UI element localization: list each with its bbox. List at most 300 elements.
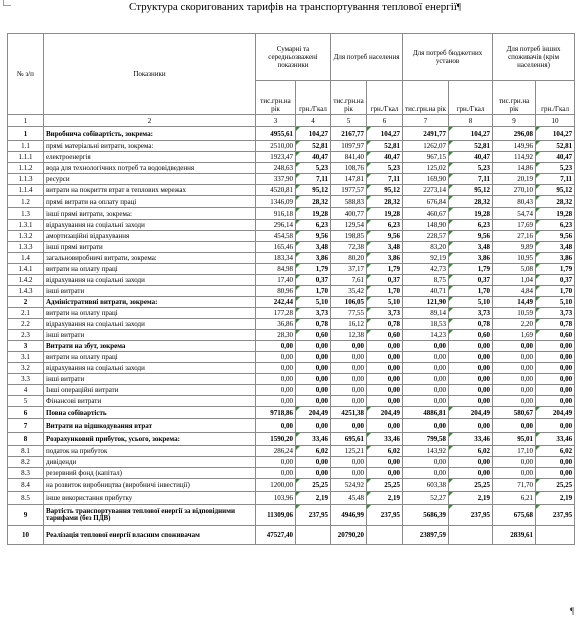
cell-uah-per-gcal [296,526,331,545]
cell-uah-per-gcal: 237,95 [449,505,493,526]
cell-thousand-uah: 35,42 [331,286,367,297]
table-row [8,286,575,297]
row-number: 1.4.3 [8,286,44,297]
cell-thousand-uah: 121,90 [403,297,449,308]
cell-thousand-uah: 1590,20 [256,433,296,446]
cell-uah-per-gcal: 0,00 [449,457,493,468]
row-number: 9 [8,505,44,526]
column-number: 8 [449,115,493,127]
cell-uah-per-gcal: 6,23 [367,220,403,231]
cell-uah-per-gcal: 95,12 [536,185,575,196]
row-number: 3.2 [8,363,44,374]
cell-uah-per-gcal: 0,00 [536,385,575,396]
cell-uah-per-gcal: 0,00 [449,396,493,407]
table-row [8,526,575,545]
column-number: 9 [493,115,536,127]
row-indicator-name: Розрахунковий прибуток, усього, зокрема: [44,433,256,446]
row-number: 1.1.2 [8,163,44,174]
cell-thousand-uah: 0,00 [403,341,449,352]
cell-thousand-uah: 0,00 [493,341,536,352]
row-number: 3 [8,341,44,352]
header-group-population: Для потреб населення [331,34,403,81]
column-number: 6 [367,115,403,127]
row-indicator-name: інші прямі витрати [44,242,256,253]
row-indicator-name: витрати на оплату праці [44,308,256,319]
cell-uah-per-gcal: 0,00 [449,419,493,433]
row-indicator-name: інше використання прибутку [44,492,256,505]
row-number: 1 [8,127,44,141]
cell-thousand-uah: 1262,07 [403,141,449,152]
table-row [8,468,575,479]
cell-thousand-uah: 5,08 [493,264,536,275]
cell-thousand-uah: 695,61 [331,433,367,446]
row-number: 1.2 [8,196,44,208]
cell-thousand-uah: 0,00 [493,374,536,385]
cell-uah-per-gcal: 7,11 [449,174,493,185]
cell-thousand-uah: 4251,38 [331,407,367,419]
pilcrow-mark: ¶ [456,2,461,12]
cell-thousand-uah: 17,10 [493,446,536,457]
cell-thousand-uah: 400,77 [331,208,367,220]
row-number: 1.1.3 [8,174,44,185]
row-number: 2 [8,297,44,308]
cell-thousand-uah: 106,05 [331,297,367,308]
cell-uah-per-gcal: 3,86 [367,253,403,264]
cell-thousand-uah: 4,84 [493,286,536,297]
cell-uah-per-gcal: 0,37 [449,275,493,286]
cell-uah-per-gcal: 0,00 [536,419,575,433]
cell-uah-per-gcal: 104,27 [536,127,575,141]
cell-thousand-uah: 1,04 [493,275,536,286]
cell-uah-per-gcal: 1,79 [367,264,403,275]
header-group-budget: Для потреб бюджетних установ [403,34,493,81]
cell-uah-per-gcal: 40,47 [367,152,403,163]
cell-thousand-uah: 36,86 [256,319,296,330]
row-indicator-name: інші витрати [44,286,256,297]
row-indicator-name: ресурси [44,174,256,185]
row-indicator-name: Витрати на відшкодування втрат [44,419,256,433]
header-number-col: № з/п [8,34,44,115]
cell-uah-per-gcal: 3,73 [296,308,331,319]
cell-uah-per-gcal: 0,60 [367,330,403,341]
row-number: 1.3.1 [8,220,44,231]
row-number: 1.4.2 [8,275,44,286]
row-indicator-name: прямі матеріальні витрати, зокрема: [44,141,256,152]
cell-uah-per-gcal: 0,78 [367,319,403,330]
row-number: 1.1 [8,141,44,152]
cell-uah-per-gcal: 3,48 [536,242,575,253]
cell-uah-per-gcal: 3,73 [367,308,403,319]
cell-thousand-uah: 4946,99 [331,505,367,526]
cell-uah-per-gcal: 0,00 [296,352,331,363]
cell-uah-per-gcal: 5,23 [367,163,403,174]
cell-uah-per-gcal: 0,60 [449,330,493,341]
cell-thousand-uah: 18,53 [403,319,449,330]
header-group-total: Сумарні та середньозважені показники [256,34,331,81]
cell-uah-per-gcal: 9,56 [296,231,331,242]
cell-uah-per-gcal: 6,02 [367,446,403,457]
cell-uah-per-gcal: 33,46 [449,433,493,446]
cell-uah-per-gcal: 204,49 [449,407,493,419]
cell-uah-per-gcal: 6,02 [449,446,493,457]
cell-uah-per-gcal: 52,81 [536,141,575,152]
cell-thousand-uah: 799,58 [403,433,449,446]
row-number: 8.5 [8,492,44,505]
cell-thousand-uah: 1200,00 [256,479,296,492]
cell-thousand-uah: 143,92 [403,446,449,457]
column-number: 3 [256,115,296,127]
column-number: 1 [8,115,44,127]
cell-thousand-uah: 0,00 [493,457,536,468]
cell-thousand-uah: 1977,57 [331,185,367,196]
cell-uah-per-gcal: 7,11 [536,174,575,185]
cell-thousand-uah: 0,00 [403,374,449,385]
table-row [8,396,575,407]
header-group-other: Для потреб інших споживачів (крім населення) [493,34,575,81]
cell-thousand-uah: 17,69 [493,220,536,231]
header-unit: грн./Гкал [367,81,403,115]
header-name-col: Показники [44,34,256,115]
cell-thousand-uah: 676,84 [403,196,449,208]
cell-uah-per-gcal: 3,73 [449,308,493,319]
cell-uah-per-gcal: 5,23 [536,163,575,174]
cell-thousand-uah: 228,57 [403,231,449,242]
cell-thousand-uah: 149,96 [493,141,536,152]
cell-uah-per-gcal: 40,47 [296,152,331,163]
cell-uah-per-gcal: 2,19 [449,492,493,505]
cell-uah-per-gcal: 0,00 [536,352,575,363]
cell-thousand-uah: 603,38 [403,479,449,492]
row-indicator-name: інші витрати [44,330,256,341]
cell-uah-per-gcal: 0,00 [449,468,493,479]
table-row [8,374,575,385]
cell-thousand-uah: 4520,81 [256,185,296,196]
cell-thousand-uah: 0,00 [256,385,296,396]
cell-thousand-uah: 0,00 [403,419,449,433]
row-indicator-name: Інші операційні витрати [44,385,256,396]
cell-thousand-uah: 165,46 [256,242,296,253]
row-number: 8.2 [8,457,44,468]
row-number: 2.2 [8,319,44,330]
row-indicator-name: електроенергія [44,152,256,163]
cell-thousand-uah: 0,00 [256,352,296,363]
cell-thousand-uah: 0,00 [403,385,449,396]
cell-thousand-uah: 337,90 [256,174,296,185]
cell-thousand-uah: 83,20 [403,242,449,253]
table-row [8,231,575,242]
cell-uah-per-gcal: 25,25 [536,479,575,492]
cell-thousand-uah: 14,23 [403,330,449,341]
cell-thousand-uah: 0,00 [331,385,367,396]
cell-thousand-uah: 169,90 [403,174,449,185]
cell-thousand-uah: 14,86 [493,163,536,174]
cell-thousand-uah: 2167,77 [331,127,367,141]
cell-thousand-uah: 103,96 [256,492,296,505]
cell-thousand-uah: 23897,59 [403,526,449,545]
cell-uah-per-gcal: 1,79 [449,264,493,275]
cell-uah-per-gcal: 0,60 [536,330,575,341]
row-indicator-name: витрати на оплату праці [44,352,256,363]
cell-thousand-uah: 1346,09 [256,196,296,208]
cell-uah-per-gcal: 237,95 [296,505,331,526]
cell-uah-per-gcal: 0,00 [296,419,331,433]
cell-uah-per-gcal: 0,00 [367,457,403,468]
cell-thousand-uah: 2,20 [493,319,536,330]
cell-thousand-uah: 114,92 [493,152,536,163]
cell-thousand-uah: 2839,61 [493,526,536,545]
cell-thousand-uah: 4955,61 [256,127,296,141]
row-number: 1.1.1 [8,152,44,163]
table-row [8,433,575,446]
table-row [8,152,575,163]
cell-thousand-uah: 77,55 [331,308,367,319]
row-indicator-name: Реалізація теплової енергії власним споживачам [44,526,256,545]
row-indicator-name: Повна собівартість [44,407,256,419]
cell-thousand-uah: 0,00 [331,341,367,352]
cell-uah-per-gcal: 0,00 [449,385,493,396]
table-row [8,127,575,141]
cell-uah-per-gcal: 19,28 [536,208,575,220]
cell-uah-per-gcal: 0,00 [296,457,331,468]
cell-thousand-uah: 0,00 [331,396,367,407]
cell-uah-per-gcal: 6,02 [536,446,575,457]
cell-thousand-uah: 0,00 [493,419,536,433]
cell-thousand-uah: 0,00 [493,468,536,479]
cell-uah-per-gcal: 19,28 [449,208,493,220]
cell-thousand-uah: 6,21 [493,492,536,505]
document-title [60,1,530,14]
table-row [8,385,575,396]
cell-uah-per-gcal: 33,46 [296,433,331,446]
cell-thousand-uah: 11309,06 [256,505,296,526]
cell-thousand-uah: 580,67 [493,407,536,419]
row-indicator-name: прямі витрати на оплату праці [44,196,256,208]
row-number: 3.1 [8,352,44,363]
row-indicator-name: Вартість транспортування теплової енергії за відповідними тарифами (без ПДВ) [44,505,256,526]
cell-uah-per-gcal: 0,00 [296,374,331,385]
cell-uah-per-gcal: 6,02 [296,446,331,457]
cell-uah-per-gcal: 3,48 [296,242,331,253]
table-row [8,446,575,457]
row-number: 7 [8,419,44,433]
cell-uah-per-gcal: 7,11 [296,174,331,185]
cell-thousand-uah: 129,54 [331,220,367,231]
cell-uah-per-gcal: 95,12 [449,185,493,196]
table-row [8,352,575,363]
cell-uah-per-gcal: 28,32 [367,196,403,208]
cell-thousand-uah: 0,00 [331,419,367,433]
cell-thousand-uah: 95,01 [493,433,536,446]
cell-thousand-uah: 108,76 [331,163,367,174]
cell-thousand-uah: 0,00 [256,374,296,385]
cell-uah-per-gcal: 237,95 [536,505,575,526]
cell-uah-per-gcal: 28,32 [449,196,493,208]
cell-uah-per-gcal: 2,19 [536,492,575,505]
cell-uah-per-gcal: 33,46 [367,433,403,446]
table-row [8,141,575,152]
cell-thousand-uah: 675,68 [493,505,536,526]
cell-uah-per-gcal: 0,00 [536,374,575,385]
table-row [8,363,575,374]
row-indicator-name: витрати на покриття втрат в теплових мережах [44,185,256,196]
cell-uah-per-gcal [449,526,493,545]
cell-uah-per-gcal: 25,25 [449,479,493,492]
row-indicator-name: Виробнича собівартість, зокрема: [44,127,256,141]
table-row [8,505,575,526]
cell-uah-per-gcal: 40,47 [449,152,493,163]
column-number: 7 [403,115,449,127]
cell-uah-per-gcal: 0,00 [536,363,575,374]
row-number: 1.4.1 [8,264,44,275]
table-row [8,264,575,275]
row-number: 4 [8,385,44,396]
cell-uah-per-gcal: 237,95 [367,505,403,526]
cell-thousand-uah: 54,74 [493,208,536,220]
table-row [8,492,575,505]
cell-thousand-uah: 28,30 [256,330,296,341]
row-number: 5 [8,396,44,407]
cell-uah-per-gcal: 25,25 [367,479,403,492]
table-row [8,407,575,419]
row-indicator-name: Фінансові витрати [44,396,256,407]
row-number: 2.3 [8,330,44,341]
cell-uah-per-gcal: 0,78 [449,319,493,330]
cell-uah-per-gcal: 5,10 [536,297,575,308]
cell-uah-per-gcal: 0,00 [367,468,403,479]
title-text: Структура скоригованих тарифів на транспортування теплової енергії [129,1,457,13]
cell-thousand-uah: 0,00 [331,374,367,385]
cell-thousand-uah: 183,34 [256,253,296,264]
row-indicator-name: на розвиток виробництва (виробничі інвестиції) [44,479,256,492]
cell-thousand-uah: 20,19 [493,174,536,185]
cell-uah-per-gcal: 0,00 [367,385,403,396]
cell-thousand-uah: 0,00 [493,363,536,374]
row-number: 3.3 [8,374,44,385]
cell-thousand-uah: 0,00 [403,396,449,407]
cell-thousand-uah: 125,02 [403,163,449,174]
cell-thousand-uah: 47527,40 [256,526,296,545]
row-number: 1.3.3 [8,242,44,253]
cell-uah-per-gcal: 1,70 [449,286,493,297]
cell-uah-per-gcal: 0,00 [449,341,493,352]
cell-thousand-uah: 177,28 [256,308,296,319]
header-unit: тис.грн.на рік [493,81,536,115]
row-indicator-name: дивіденди [44,457,256,468]
cell-thousand-uah: 524,92 [331,479,367,492]
cell-thousand-uah: 42,73 [403,264,449,275]
cell-uah-per-gcal: 0,00 [367,374,403,385]
cell-uah-per-gcal: 0,00 [449,352,493,363]
row-number: 10 [8,526,44,545]
row-indicator-name: вода для технологічних потреб та водовідведення [44,163,256,174]
row-number: 1.4 [8,253,44,264]
cell-thousand-uah: 92,19 [403,253,449,264]
cell-thousand-uah: 0,00 [403,457,449,468]
cell-thousand-uah: 40,71 [403,286,449,297]
cell-uah-per-gcal: 3,48 [367,242,403,253]
page-corner-mark [3,0,11,6]
cell-thousand-uah: 0,00 [493,352,536,363]
header-unit: тис.грн.на рік [403,81,449,115]
cell-uah-per-gcal: 95,12 [296,185,331,196]
cell-uah-per-gcal: 9,56 [536,231,575,242]
cell-uah-per-gcal: 204,49 [296,407,331,419]
cell-uah-per-gcal: 204,49 [367,407,403,419]
cell-uah-per-gcal: 33,46 [536,433,575,446]
cell-uah-per-gcal: 0,00 [449,374,493,385]
row-indicator-name: витрати на оплату праці [44,264,256,275]
cell-thousand-uah: 2510,00 [256,141,296,152]
table-row [8,253,575,264]
cell-uah-per-gcal: 6,23 [296,220,331,231]
cell-uah-per-gcal: 2,19 [367,492,403,505]
cell-uah-per-gcal: 0,78 [536,319,575,330]
row-indicator-name: Адміністративні витрати, зокрема: [44,297,256,308]
cell-uah-per-gcal: 0,00 [367,419,403,433]
cell-thousand-uah: 71,70 [493,479,536,492]
cell-thousand-uah: 0,00 [256,419,296,433]
cell-uah-per-gcal: 3,48 [449,242,493,253]
row-number: 6 [8,407,44,419]
header-unit: грн./Гкал [536,81,575,115]
column-number: 2 [44,115,256,127]
row-indicator-name: відрахування на соціальні заходи [44,319,256,330]
row-number: 8.3 [8,468,44,479]
cell-thousand-uah: 2491,77 [403,127,449,141]
cell-thousand-uah: 125,21 [331,446,367,457]
cell-uah-per-gcal: 0,37 [367,275,403,286]
column-number: 5 [331,115,367,127]
cell-uah-per-gcal: 95,12 [367,185,403,196]
cell-thousand-uah: 37,17 [331,264,367,275]
row-number: 8 [8,433,44,446]
tariff-structure-table [7,33,575,545]
cell-thousand-uah: 460,67 [403,208,449,220]
row-indicator-name: податок на прибуток [44,446,256,457]
cell-uah-per-gcal: 40,47 [536,152,575,163]
cell-thousand-uah: 10,95 [493,253,536,264]
column-number: 4 [296,115,331,127]
cell-thousand-uah: 0,00 [256,396,296,407]
table-row [8,319,575,330]
cell-uah-per-gcal: 19,28 [367,208,403,220]
cell-thousand-uah: 72,38 [331,242,367,253]
cell-uah-per-gcal: 1,70 [296,286,331,297]
cell-thousand-uah: 52,27 [403,492,449,505]
cell-uah-per-gcal [367,526,403,545]
table-row [8,341,575,352]
cell-thousand-uah: 10,59 [493,308,536,319]
cell-thousand-uah: 2273,14 [403,185,449,196]
row-number: 2.1 [8,308,44,319]
cell-thousand-uah: 1097,97 [331,141,367,152]
header-unit: тис.грн.на рік [256,81,296,115]
cell-uah-per-gcal: 52,81 [296,141,331,152]
row-indicator-name: амортизаційні відрахування [44,231,256,242]
table-row [8,196,575,208]
cell-uah-per-gcal: 25,25 [296,479,331,492]
cell-thousand-uah: 5686,39 [403,505,449,526]
cell-uah-per-gcal: 204,49 [536,407,575,419]
cell-uah-per-gcal: 0,37 [536,275,575,286]
cell-thousand-uah: 80,96 [256,286,296,297]
cell-uah-per-gcal: 7,11 [367,174,403,185]
cell-uah-per-gcal: 0,00 [296,396,331,407]
cell-uah-per-gcal: 19,28 [296,208,331,220]
cell-thousand-uah: 0,00 [403,363,449,374]
cell-uah-per-gcal: 0,00 [296,363,331,374]
header-unit: тис.грн.на рік [331,81,367,115]
